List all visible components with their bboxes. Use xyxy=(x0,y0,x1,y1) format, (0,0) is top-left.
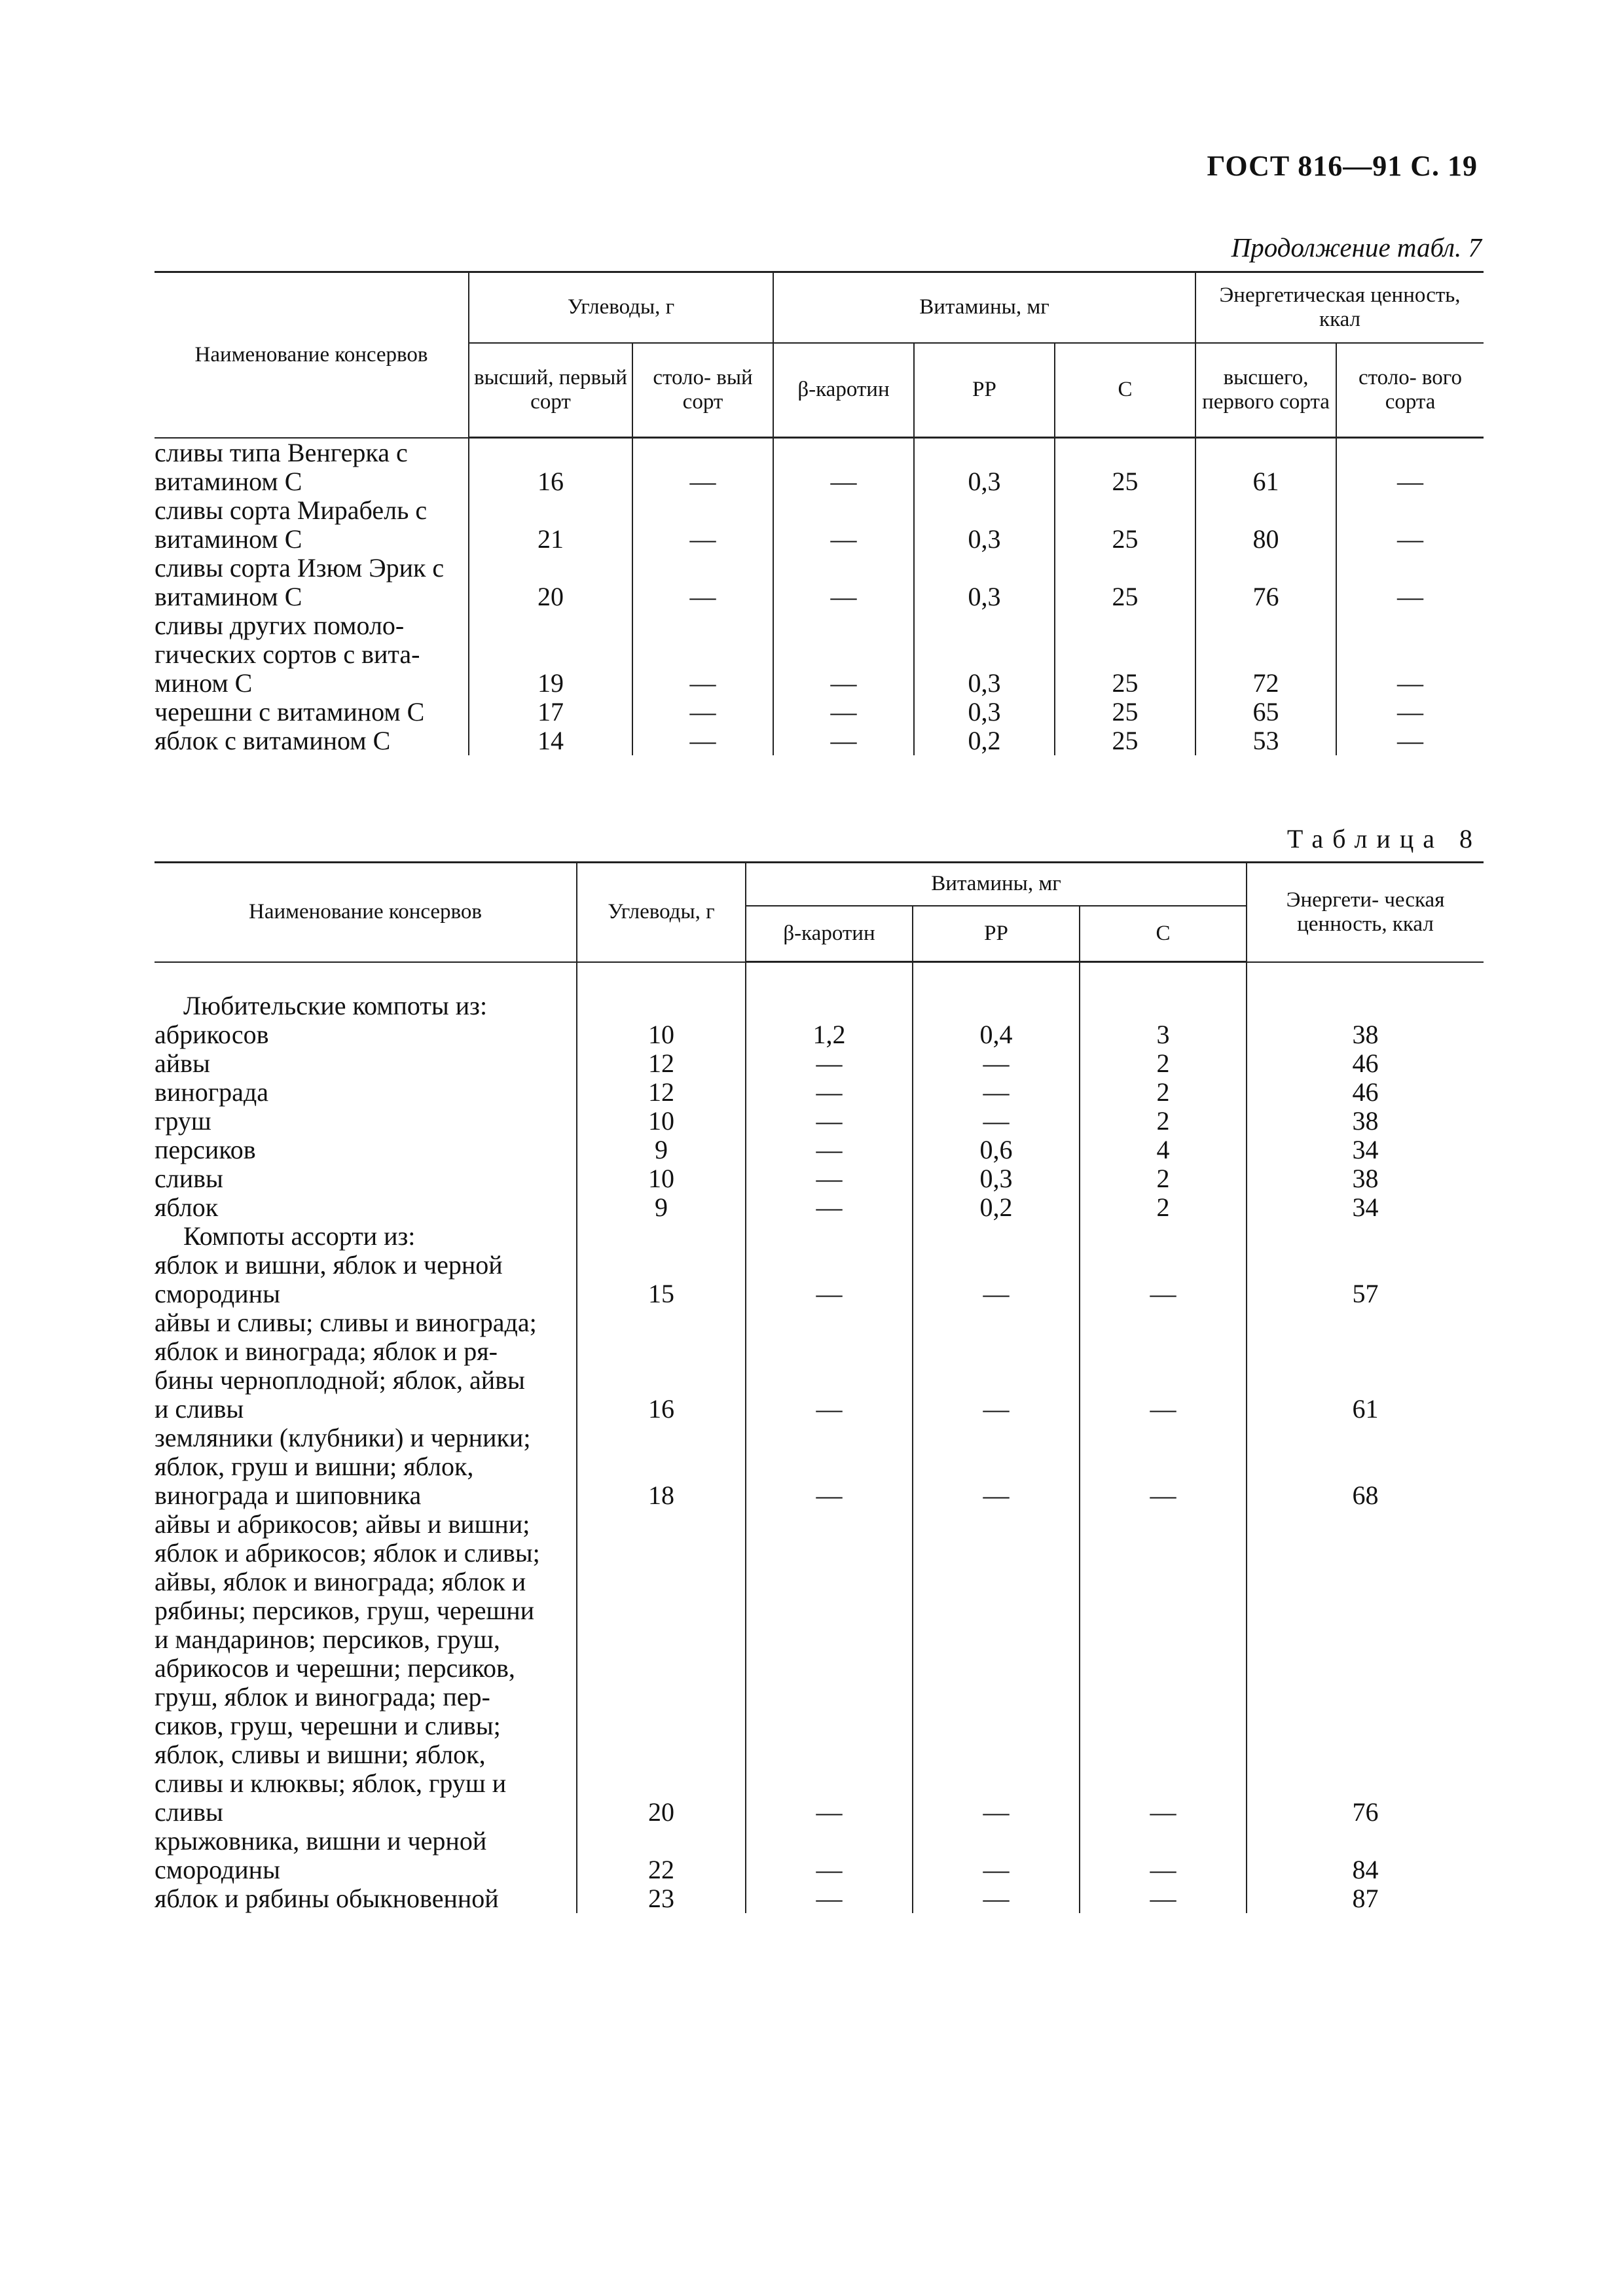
cell-beta-carotene: — xyxy=(746,1251,913,1308)
col-carbs-header: Углеводы, г xyxy=(469,272,773,343)
cell-carbs-table: — xyxy=(632,438,773,496)
cell-energy-premium: 76 xyxy=(1195,554,1336,611)
row-name-line: смородины xyxy=(155,1279,280,1308)
cell-energy-table: — xyxy=(1336,726,1484,755)
col-beta-carotene-header: β-каротин xyxy=(746,906,913,962)
table-row xyxy=(155,438,1484,496)
empty-cell xyxy=(1080,962,1247,992)
cell-carbs-premium: 21 xyxy=(469,496,632,554)
cell-c: 2 xyxy=(1080,1078,1247,1107)
table-row xyxy=(155,1049,1484,1078)
cell-energy-table: — xyxy=(1336,698,1484,726)
cell-beta-carotene: — xyxy=(773,554,914,611)
cell-carbs: 10 xyxy=(577,1107,746,1136)
row-name xyxy=(155,554,469,611)
col-beta-carotene-header: β-каротин xyxy=(773,343,914,438)
cell-carbs-premium: 14 xyxy=(469,726,632,755)
col-c-header: С xyxy=(1080,906,1247,962)
row-name xyxy=(155,1193,577,1222)
table-row xyxy=(155,698,1484,726)
cell-c: 2 xyxy=(1080,1049,1247,1078)
cell-beta-carotene: — xyxy=(773,726,914,755)
row-name-line: яблок и вишни, яблок и черной xyxy=(155,1250,503,1280)
row-name xyxy=(155,611,469,698)
cell-energy: 61 xyxy=(1247,1308,1484,1424)
row-name-line: сливы xyxy=(155,1797,223,1827)
cell-energy-table: — xyxy=(1336,438,1484,496)
row-name-line: сливы сорта Изюм Эрик с xyxy=(155,552,445,583)
cell-energy-premium: 53 xyxy=(1195,726,1336,755)
cell-carbs: 10 xyxy=(577,1164,746,1193)
row-name-line: винограда xyxy=(155,1077,268,1107)
cell-energy: 46 xyxy=(1247,1049,1484,1078)
table-row xyxy=(155,1164,1484,1193)
cell-energy: 84 xyxy=(1247,1827,1484,1884)
cell-pp: — xyxy=(913,1049,1080,1078)
cell-pp: — xyxy=(913,1078,1080,1107)
cell-energy-table: — xyxy=(1336,611,1484,698)
row-name-line: черешни с витамином С xyxy=(155,696,425,726)
cell-energy-table: — xyxy=(1336,496,1484,554)
row-name-line: крыжовника, вишни и черной xyxy=(155,1826,487,1856)
empty-cell xyxy=(1247,992,1484,1020)
cell-c: — xyxy=(1080,1251,1247,1308)
cell-beta-carotene: — xyxy=(746,1193,913,1222)
cell-carbs-table: — xyxy=(632,698,773,726)
empty-cell xyxy=(577,1222,746,1251)
cell-pp: — xyxy=(913,1827,1080,1884)
table-row xyxy=(155,1510,1484,1827)
col-carbs-table-header: столо- вый сорт xyxy=(632,343,773,438)
cell-carbs-table: — xyxy=(632,554,773,611)
table-row xyxy=(155,1251,1484,1308)
cell-energy: 46 xyxy=(1247,1078,1484,1107)
col-energy-premium-header: высшего, первого сорта xyxy=(1195,343,1336,438)
row-name xyxy=(155,1510,577,1827)
row-name xyxy=(155,726,469,755)
row-name-line: рябины; персиков, груш, черешни xyxy=(155,1596,535,1625)
cell-c: 25 xyxy=(1055,438,1195,496)
row-name-line: яблок xyxy=(155,1193,219,1222)
cell-beta-carotene: — xyxy=(773,611,914,698)
group-label: Компоты ассорти из: xyxy=(183,1221,416,1251)
cell-c: 3 xyxy=(1080,1020,1247,1049)
table-row xyxy=(155,1193,1484,1222)
cell-beta-carotene: — xyxy=(746,1049,913,1078)
row-name-line: яблок с витамином С xyxy=(155,725,391,755)
row-name-line: айвы и сливы; сливы и винограда; xyxy=(155,1308,537,1337)
cell-carbs-table: — xyxy=(632,496,773,554)
empty-cell xyxy=(577,992,746,1020)
cell-beta-carotene: — xyxy=(746,1164,913,1193)
cell-energy: 57 xyxy=(1247,1251,1484,1308)
cell-energy-table: — xyxy=(1336,554,1484,611)
empty-cell xyxy=(1247,962,1484,992)
cell-pp: — xyxy=(913,1510,1080,1827)
row-name xyxy=(155,698,469,726)
table8-title: Таблица 8 xyxy=(1286,824,1482,853)
cell-energy-premium: 65 xyxy=(1195,698,1336,726)
table-row xyxy=(155,554,1484,611)
cell-carbs-premium: 19 xyxy=(469,611,632,698)
row-name xyxy=(155,1049,577,1078)
cell-pp: — xyxy=(913,1884,1080,1913)
cell-c: — xyxy=(1080,1308,1247,1424)
cell-c: — xyxy=(1080,1884,1247,1913)
row-name-line: груш xyxy=(155,1106,211,1136)
cell-energy: 34 xyxy=(1247,1193,1484,1222)
row-name xyxy=(155,1308,577,1424)
cell-c: 25 xyxy=(1055,611,1195,698)
cell-energy-premium: 72 xyxy=(1195,611,1336,698)
cell-carbs: 22 xyxy=(577,1827,746,1884)
cell-carbs-premium: 17 xyxy=(469,698,632,726)
row-name-line: сливы других помоло- xyxy=(155,610,405,640)
empty-cell xyxy=(746,992,913,1020)
empty-cell xyxy=(913,1222,1080,1251)
row-name-line: сливы xyxy=(155,1164,223,1193)
row-name-line: айвы, яблок и винограда; яблок и xyxy=(155,1567,526,1596)
row-name-line: сливы типа Венгерка с xyxy=(155,437,408,467)
row-name-line: яблок и рябины обыкновенной xyxy=(155,1884,499,1913)
cell-beta-carotene: — xyxy=(746,1424,913,1510)
cell-c: 25 xyxy=(1055,726,1195,755)
cell-pp: 0,4 xyxy=(913,1020,1080,1049)
row-name xyxy=(155,1107,577,1136)
cell-c: — xyxy=(1080,1424,1247,1510)
cell-beta-carotene: — xyxy=(746,1136,913,1164)
row-name xyxy=(155,1827,577,1884)
col-vitamins-header: Витамины, мг xyxy=(746,863,1247,906)
cell-pp: 0,3 xyxy=(914,698,1055,726)
table-row xyxy=(155,1107,1484,1136)
cell-beta-carotene: — xyxy=(746,1308,913,1424)
cell-energy: 38 xyxy=(1247,1020,1484,1049)
cell-pp: 0,3 xyxy=(913,1164,1080,1193)
cell-c: 4 xyxy=(1080,1136,1247,1164)
row-name-line: сиков, груш, черешни и сливы; xyxy=(155,1711,501,1740)
table-row xyxy=(155,1020,1484,1049)
cell-carbs-premium: 16 xyxy=(469,438,632,496)
col-name-header: Наименование консервов xyxy=(155,272,469,438)
row-name xyxy=(155,1136,577,1164)
row-name-line: гических сортов с вита- xyxy=(155,639,420,669)
col-carbs-header: Углеводы, г xyxy=(577,863,746,962)
cell-pp: 0,6 xyxy=(913,1136,1080,1164)
col-pp-header: PP xyxy=(913,906,1080,962)
empty-cell xyxy=(1247,1222,1484,1251)
cell-c: — xyxy=(1080,1510,1247,1827)
row-name-line: груш, яблок и винограда; пер- xyxy=(155,1682,490,1712)
col-energy-table-header: столо- вого сорта xyxy=(1336,343,1484,438)
spacer-row xyxy=(155,962,1484,992)
row-name-line: абрикосов и черешни; персиков, xyxy=(155,1653,515,1683)
row-name xyxy=(155,438,469,496)
row-name-line: яблок, сливы и вишни; яблок, xyxy=(155,1740,486,1769)
row-name xyxy=(155,496,469,554)
cell-energy: 87 xyxy=(1247,1884,1484,1913)
row-name xyxy=(155,1884,577,1913)
col-energy-header: Энергети- ческая ценность, ккал xyxy=(1247,863,1484,962)
cell-pp: — xyxy=(913,1308,1080,1424)
cell-carbs: 18 xyxy=(577,1424,746,1510)
group-label: Любительские компоты из: xyxy=(183,991,488,1020)
row-name xyxy=(155,1020,577,1049)
cell-beta-carotene: — xyxy=(773,496,914,554)
cell-beta-carotene: 1,2 xyxy=(746,1020,913,1049)
cell-beta-carotene: — xyxy=(773,438,914,496)
cell-energy-premium: 61 xyxy=(1195,438,1336,496)
row-name-line: и мандаринов; персиков, груш, xyxy=(155,1624,500,1654)
table-row xyxy=(155,496,1484,554)
row-name xyxy=(155,1164,577,1193)
cell-carbs: 12 xyxy=(577,1078,746,1107)
row-name xyxy=(155,1251,577,1308)
cell-energy: 34 xyxy=(1247,1136,1484,1164)
empty-cell xyxy=(746,1222,913,1251)
cell-carbs: 20 xyxy=(577,1510,746,1827)
table-row xyxy=(155,1308,1484,1424)
cell-energy: 68 xyxy=(1247,1424,1484,1510)
table-row xyxy=(155,1884,1484,1913)
cell-energy: 38 xyxy=(1247,1164,1484,1193)
cell-carbs: 9 xyxy=(577,1136,746,1164)
cell-pp: 0,3 xyxy=(914,438,1055,496)
table-7 xyxy=(155,271,1484,755)
col-pp-header: PP xyxy=(914,343,1055,438)
row-name xyxy=(155,1078,577,1107)
row-name-line: яблок и винограда; яблок и ря- xyxy=(155,1336,498,1366)
row-name-line: винограда и шиповника xyxy=(155,1480,422,1510)
table-row xyxy=(155,1078,1484,1107)
row-name-line: яблок, груш и вишни; яблок, xyxy=(155,1452,474,1481)
empty-cell xyxy=(155,962,577,992)
row-name-line: яблок и абрикосов; яблок и сливы; xyxy=(155,1538,540,1568)
row-name-line: витамином С xyxy=(155,466,302,496)
cell-beta-carotene: — xyxy=(773,698,914,726)
row-name-line: смородины xyxy=(155,1855,280,1884)
empty-cell xyxy=(913,962,1080,992)
cell-c: — xyxy=(1080,1827,1247,1884)
table-row xyxy=(155,1424,1484,1510)
table-row xyxy=(155,1827,1484,1884)
row-name-line: бины черноплодной; яблок, айвы xyxy=(155,1365,525,1395)
cell-carbs-premium: 20 xyxy=(469,554,632,611)
cell-pp: 0,3 xyxy=(914,554,1055,611)
group-row xyxy=(155,992,1484,1020)
cell-pp: — xyxy=(913,1424,1080,1510)
cell-beta-carotene: — xyxy=(746,1107,913,1136)
page-header: ГОСТ 816—91 С. 19 xyxy=(1207,150,1478,182)
group-row xyxy=(155,1222,1484,1251)
cell-c: 25 xyxy=(1055,496,1195,554)
cell-pp: 0,2 xyxy=(914,726,1055,755)
row-name-line: и сливы xyxy=(155,1394,244,1424)
empty-cell xyxy=(577,962,746,992)
empty-cell xyxy=(1080,1222,1247,1251)
cell-carbs-table: — xyxy=(632,611,773,698)
cell-pp: 0,3 xyxy=(914,611,1055,698)
row-name-line: земляники (клубники) и черники; xyxy=(155,1423,531,1452)
cell-pp: — xyxy=(913,1251,1080,1308)
table-row xyxy=(155,726,1484,755)
row-name-line: айвы и абрикосов; айвы и вишни; xyxy=(155,1509,530,1539)
row-name-line: абрикосов xyxy=(155,1020,269,1049)
cell-beta-carotene: — xyxy=(746,1510,913,1827)
cell-beta-carotene: — xyxy=(746,1827,913,1884)
cell-carbs: 15 xyxy=(577,1251,746,1308)
row-name-line: персиков xyxy=(155,1135,256,1164)
cell-c: 2 xyxy=(1080,1164,1247,1193)
empty-cell xyxy=(913,992,1080,1020)
cell-pp: 0,3 xyxy=(914,496,1055,554)
row-name-line: витамином С xyxy=(155,581,302,611)
cell-pp: 0,2 xyxy=(913,1193,1080,1222)
cell-carbs: 23 xyxy=(577,1884,746,1913)
table7-continuation-label: Продолжение табл. 7 xyxy=(1231,232,1482,262)
table-8 xyxy=(155,861,1484,1913)
cell-pp: — xyxy=(913,1107,1080,1136)
cell-c: 2 xyxy=(1080,1107,1247,1136)
cell-carbs-table: — xyxy=(632,726,773,755)
col-carbs-premium-header: высший, первый сорт xyxy=(469,343,632,438)
col-c-header: С xyxy=(1055,343,1195,438)
table-row xyxy=(155,611,1484,698)
row-name-line: мином С xyxy=(155,668,253,698)
table-row xyxy=(155,1136,1484,1164)
col-vitamins-header: Витамины, мг xyxy=(773,272,1195,343)
empty-cell xyxy=(746,962,913,992)
cell-beta-carotene: — xyxy=(746,1884,913,1913)
cell-carbs: 12 xyxy=(577,1049,746,1078)
cell-beta-carotene: — xyxy=(746,1078,913,1107)
col-energy-header: Энергетическая ценность, ккал xyxy=(1195,272,1484,343)
cell-c: 2 xyxy=(1080,1193,1247,1222)
row-name-line: сливы сорта Мирабель с xyxy=(155,495,428,525)
empty-cell xyxy=(1080,992,1247,1020)
col-name-header: Наименование консервов xyxy=(155,863,577,962)
cell-carbs: 10 xyxy=(577,1020,746,1049)
cell-c: 25 xyxy=(1055,554,1195,611)
cell-carbs: 16 xyxy=(577,1308,746,1424)
cell-energy-premium: 80 xyxy=(1195,496,1336,554)
row-name-line: витамином С xyxy=(155,524,302,554)
row-name-line: сливы и клюквы; яблок, груш и xyxy=(155,1768,507,1798)
cell-energy: 38 xyxy=(1247,1107,1484,1136)
row-name xyxy=(155,1424,577,1510)
row-name-line: айвы xyxy=(155,1049,210,1078)
cell-energy: 76 xyxy=(1247,1510,1484,1827)
cell-carbs: 9 xyxy=(577,1193,746,1222)
cell-c: 25 xyxy=(1055,698,1195,726)
